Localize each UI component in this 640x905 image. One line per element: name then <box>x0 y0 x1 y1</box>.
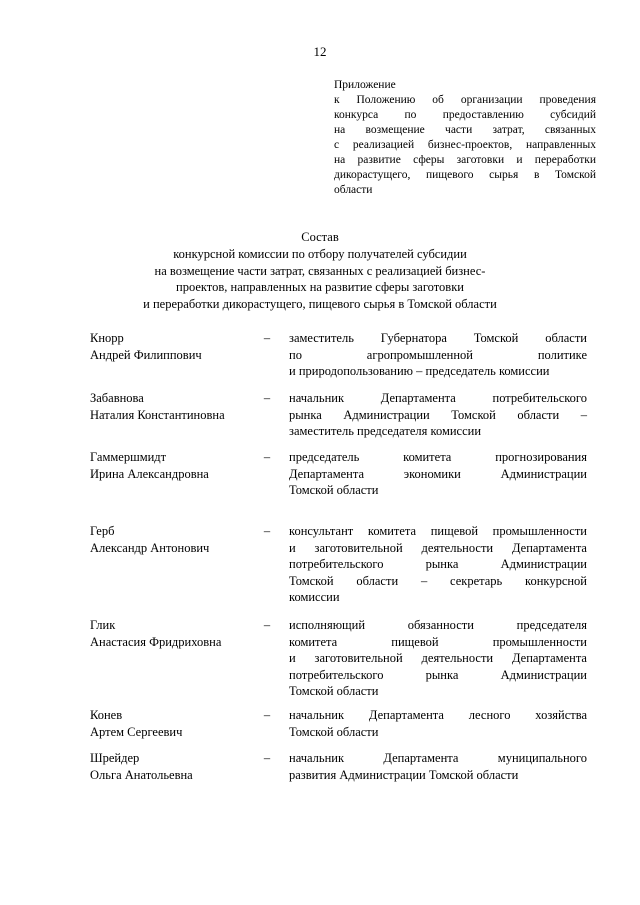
member-role-line: исполняющий обязанности председателя <box>289 618 587 632</box>
member-dash: – <box>263 331 271 345</box>
member-role <box>289 449 587 499</box>
member-given-name: Александр Антонович <box>90 540 210 555</box>
member-role-line: комиссии <box>289 590 340 604</box>
member-surname: Герб <box>90 524 115 538</box>
member-role-line: потребительского рынка Администрации <box>289 667 587 682</box>
member-surname: Кнорр <box>90 331 124 345</box>
member-role-line: Томской области <box>289 483 379 497</box>
member-surname: Конев <box>90 708 123 722</box>
heading-title: Состав <box>301 230 339 244</box>
appendix-line: с реализацией бизнес-проектов, направленных <box>334 139 596 151</box>
member-dash: – <box>263 391 271 405</box>
member-role-line: Департамента экономики Администрации <box>289 466 587 481</box>
member-role-line: Томской области <box>289 684 379 698</box>
appendix-line: на развитие сферы заготовки и переработки <box>334 154 596 166</box>
member-name <box>90 617 260 650</box>
member-given-name: Андрей Филиппович <box>90 347 202 362</box>
member-role-line: начальник Департамента муниципального <box>289 751 587 765</box>
member-role-line: и заготовительной деятельности Департамента <box>289 651 587 665</box>
member-given-name: Анастасия Фридриховна <box>90 634 222 649</box>
member-dash: – <box>263 708 271 722</box>
member-given-name: Ирина Александровна <box>90 466 209 481</box>
member-surname: Забавнова <box>90 391 144 405</box>
member-dash: – <box>263 751 271 765</box>
member-given-name: Артем Сергеевич <box>90 724 183 739</box>
heading-line: на возмещение части затрат, связанных с реализацией бизнес- <box>154 263 486 278</box>
member-role-line: рынка Администрации Томской области – <box>289 407 587 422</box>
member-surname: Гаммершмидт <box>90 450 167 464</box>
member-name <box>90 390 260 423</box>
appendix-line: на возмещение части затрат, связанных <box>334 124 596 136</box>
appendix-title: Приложение <box>334 79 396 91</box>
member-role-line: консультант комитета пищевой промышленности <box>289 524 587 538</box>
member-role <box>289 707 587 740</box>
member-role <box>289 330 587 380</box>
appendix-line: конкурса по предоставлению субсидий <box>334 109 596 121</box>
member-dash: – <box>263 618 271 632</box>
member-role-line: и природопользованию – председатель комиссии <box>289 364 550 378</box>
appendix-line: области <box>334 184 373 196</box>
member-dash: – <box>263 524 271 538</box>
member-surname: Шрейдер <box>90 751 140 765</box>
member-given-name: Ольга Анатольевна <box>90 767 193 782</box>
member-role-line: по агропромышленной политике <box>289 347 587 362</box>
member-given-name: Наталия Константиновна <box>90 407 225 422</box>
member-role-line: начальник Департамента потребительского <box>289 391 587 405</box>
heading-line: конкурсной комиссии по отбору получателей субсидии <box>173 246 467 261</box>
member-role <box>289 390 587 440</box>
member-role-line: комитета пищевой промышленности <box>289 634 587 649</box>
appendix-block <box>334 78 596 198</box>
member-role-line: Томской области <box>289 724 379 739</box>
page-number: 12 <box>313 44 327 59</box>
heading-line: и переработки дикорастущего, пищевого сырья в Томской области <box>143 297 497 312</box>
member-dash: – <box>263 450 271 464</box>
member-role <box>289 617 587 700</box>
member-name <box>90 330 260 363</box>
member-role-line: председатель комитета прогнозирования <box>289 450 587 464</box>
member-role-line: и заготовительной деятельности Департамента <box>289 540 587 555</box>
appendix-line: дикорастущего, пищевого сырья в Томской <box>334 169 596 181</box>
member-role-line: начальник Департамента лесного хозяйства <box>289 708 587 722</box>
document-heading <box>0 229 640 313</box>
member-role <box>289 523 587 606</box>
member-name <box>90 523 260 556</box>
member-surname: Глик <box>90 618 116 632</box>
member-name <box>90 750 260 783</box>
appendix-line: к Положению об организации проведения <box>334 94 596 106</box>
member-role-line: развития Администрации Томской области <box>289 767 519 782</box>
member-role-line: потребительского рынка Администрации <box>289 557 587 571</box>
member-role-line: Томской области – секретарь конкурсной <box>289 573 587 588</box>
heading-line: проектов, направленных на развитие сферы заготовки <box>176 280 464 295</box>
member-role-line: заместитель председателя комиссии <box>289 424 482 438</box>
member-name <box>90 449 260 482</box>
member-name <box>90 707 260 740</box>
member-role <box>289 750 587 783</box>
member-role-line: заместитель Губернатора Томской области <box>289 331 587 345</box>
